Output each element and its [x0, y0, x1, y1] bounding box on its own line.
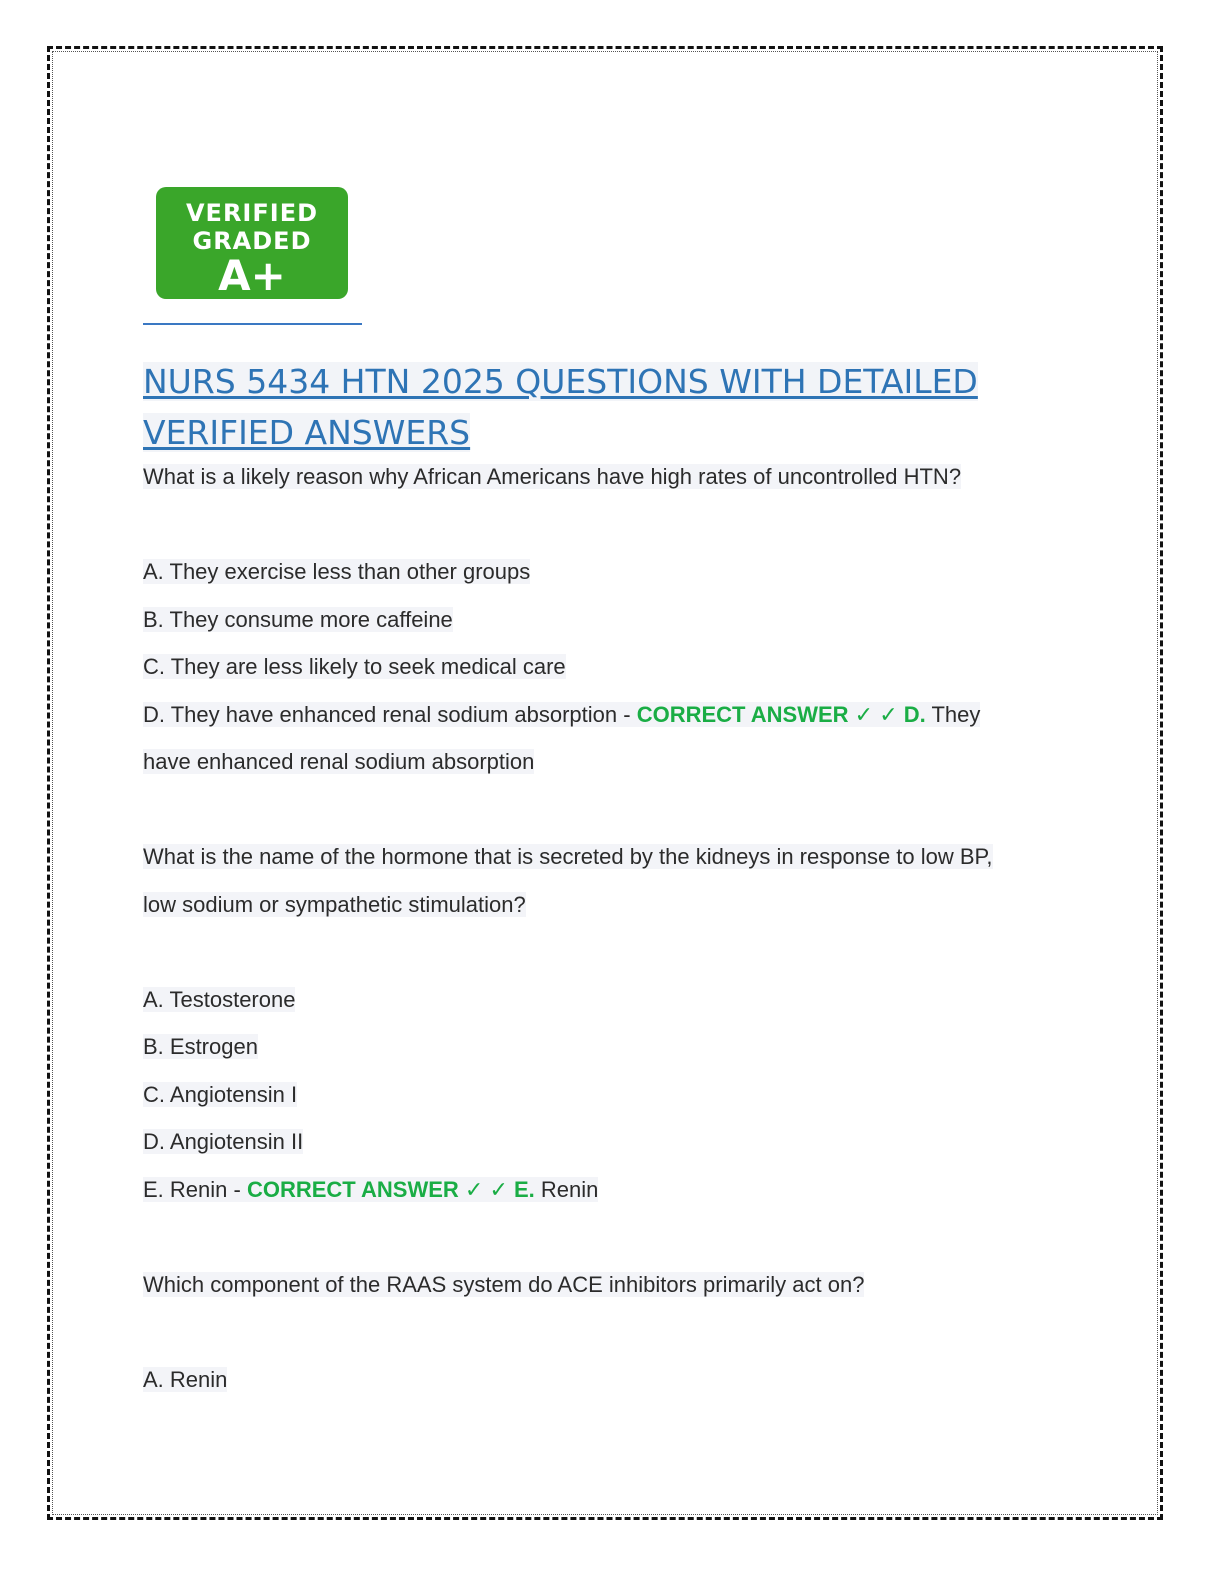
question-2-correct-label: CORRECT ANSWER ✓ ✓ E.	[246, 1176, 535, 1202]
question-1-option-a: A. They exercise less than other groups	[143, 559, 531, 584]
title-line-2[interactable]: VERIFIED ANSWERS	[143, 413, 471, 452]
logo-text-verified: VERIFIED	[185, 199, 319, 227]
question-3-text: Which component of the RAAS system do ACE inhibitors primarily act on?	[143, 1271, 865, 1297]
question-1-answer-rest: They	[931, 701, 981, 727]
question-2-option-d: D. Angiotensin II	[143, 1129, 304, 1154]
question-2-text-line-1: What is the name of the hormone that is secreted by the kidneys in response to low BP,	[143, 844, 993, 869]
question-2-option-a: A. Testosterone	[143, 986, 296, 1012]
question-1-answer	[143, 691, 1073, 739]
question-1-text: What is a likely reason why African Americans have high rates of uncontrolled HTN?	[143, 464, 962, 489]
logo-text-graded: GRADED	[192, 227, 312, 255]
verified-graded-logo	[156, 187, 348, 299]
questions-content	[143, 453, 1073, 1403]
question-2-text-line-2: low sodium or sympathetic stimulation?	[143, 891, 526, 917]
logo-text-grade: A+	[218, 251, 286, 300]
question-1-correct-label: CORRECT ANSWER ✓ ✓ D.	[636, 701, 926, 727]
question-1-option-d: D. They have enhanced renal sodium absorption -	[143, 701, 631, 727]
logo-link[interactable]	[143, 167, 362, 325]
question-2-option-c: C. Angiotensin I	[143, 1081, 298, 1107]
document-title[interactable]	[143, 356, 1063, 458]
question-1-option-b: B. They consume more caffeine	[143, 606, 453, 632]
question-2-option-e: E. Renin -	[143, 1176, 241, 1202]
question-3-option-a: A. Renin	[143, 1366, 228, 1392]
question-2-option-b: B. Estrogen	[143, 1034, 258, 1059]
question-1-answer-continued: have enhanced renal sodium absorption	[143, 749, 535, 774]
title-line-1[interactable]: NURS 5434 HTN 2025 QUESTIONS WITH DETAILED	[143, 362, 978, 401]
question-2-answer-rest: Renin	[540, 1176, 599, 1202]
question-1-option-c: C. They are less likely to seek medical care	[143, 654, 566, 679]
question-2-answer	[143, 1166, 1073, 1214]
